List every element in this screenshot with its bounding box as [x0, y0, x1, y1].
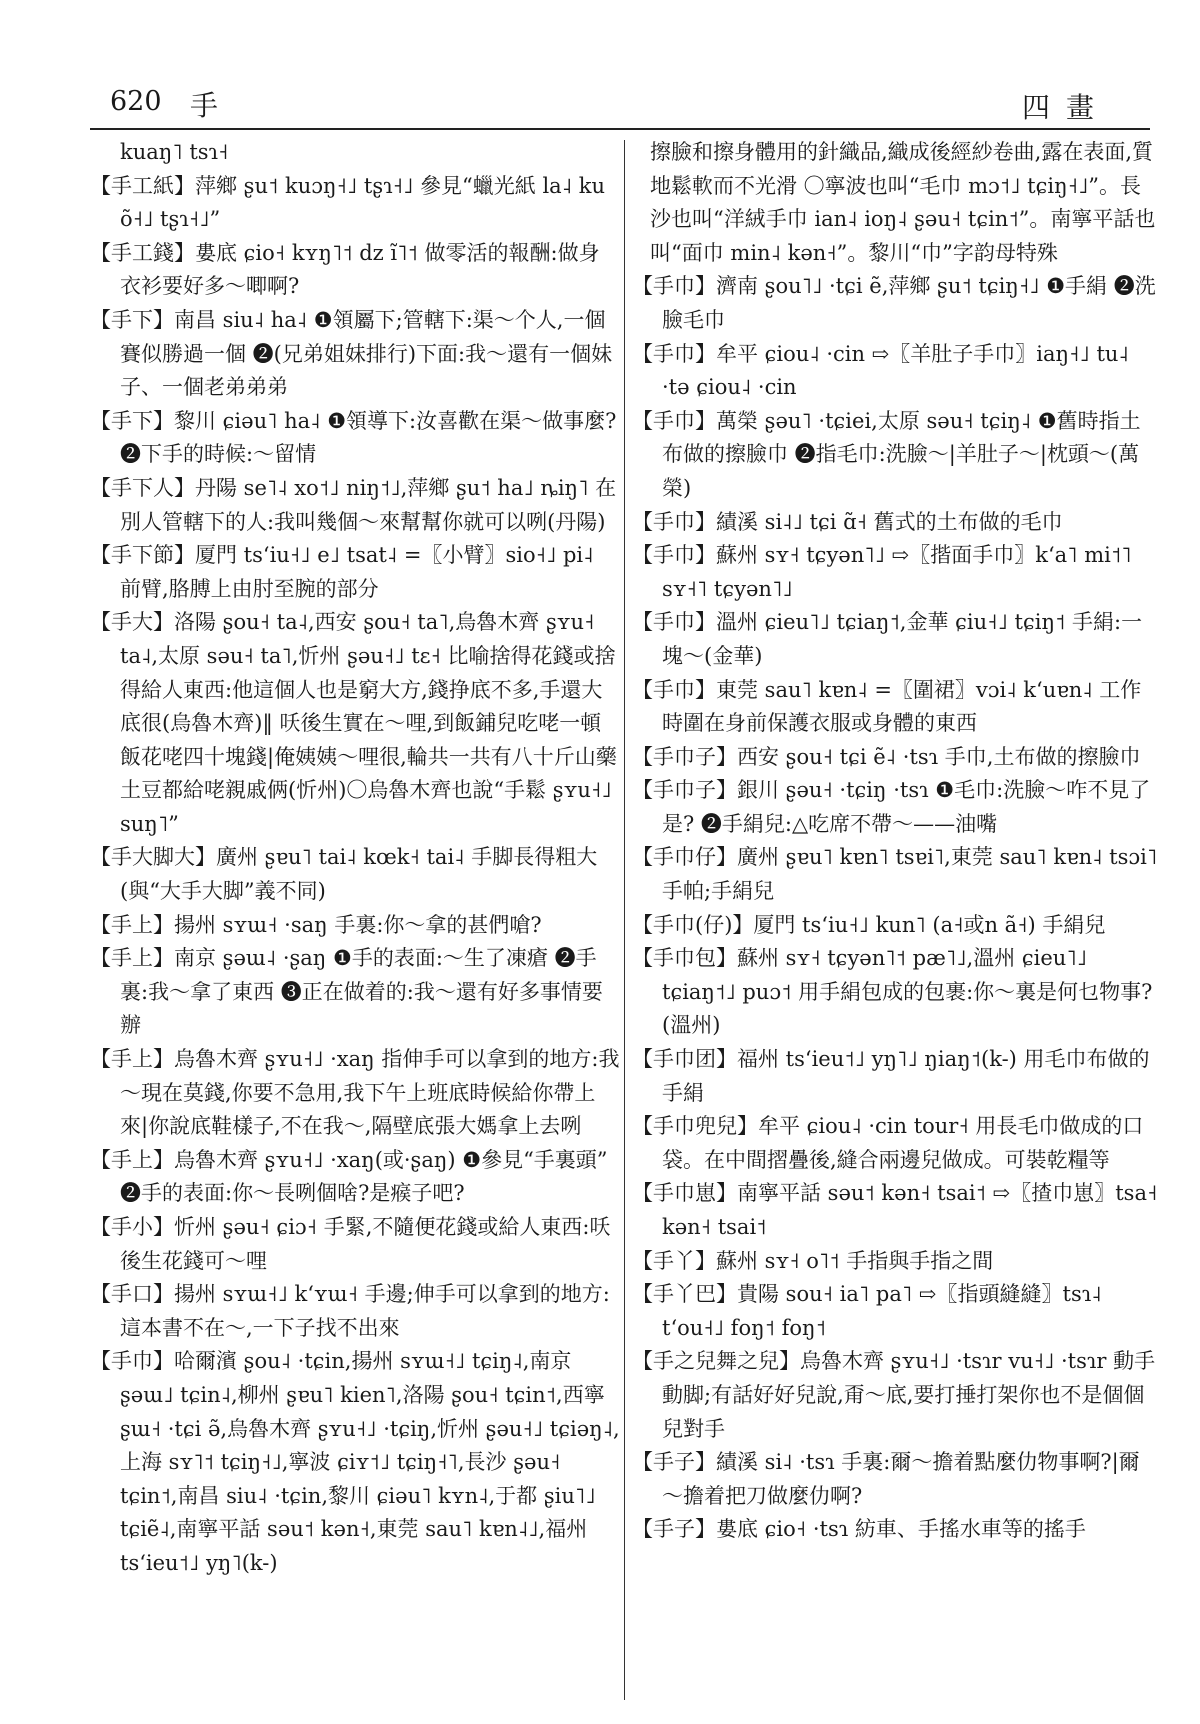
dictionary-entry: 【手巾】牟平 ɕiou˨ ·cin ⇨〖羊肚子手巾〗iaŋ˧˩ tu˨ ·tə ɕiou˨ ·cin [632, 341, 1129, 400]
dictionary-entry: 【手巾崽】南寧平話 səu˦ kən˧ tsai˦ ⇨〖揸巾崽〗tsa˧ kən˧ tsai˦ [632, 1181, 1158, 1239]
page-number: 620 [110, 86, 162, 117]
dictionary-entry: 【手上】南京 ʂəɯ˨ ·ʂaŋ ❶手的表面:～生了凍瘡 ❷手裏:我～拿了東西 ❸正在做着的:我～還有好多事情要辦 [90, 946, 603, 1038]
page-header [90, 82, 1150, 122]
dictionary-entry: 【手巾(仔)】厦門 tsʻiu˧˩ kun˥ (a˧或n ã˧) 手絹兒 [632, 912, 1106, 937]
dictionary-entry: 【手巾】濟南 ʂou˥˩ ·tɕi ẽ,萍鄉 ʂu˦ tɕiŋ˧˩ ❶手絹 ❷洗臉毛巾 [632, 274, 1156, 332]
dictionary-entry: 【手上】烏魯木齊 ʂʏu˧˩ ·xaŋ(或·ʂaŋ) ❶參見“手裏頭” ❷手的表面:你～長咧個啥?是瘊子吧? [90, 1147, 608, 1206]
dictionary-entry: 【手上】揚州 sʏɯ˧ ·saŋ 手裏:你～拿的甚們嗆? [90, 912, 542, 937]
dictionary-entry: 【手小】忻州 ʂəu˧ ɕiɔ˧ 手緊,不隨便花錢或給人東西:㕭後生花錢可～哩 [90, 1215, 611, 1273]
dictionary-entry: 【手巾】溫州 ɕieu˥˩ tɕiaŋ˦,金華 ɕiu˧˩ tɕiŋ˦ 手絹:一塊～(金華) [632, 610, 1143, 668]
dictionary-entry: 【手丫巴】貴陽 sou˧ ia˥ pa˥ ⇨〖指頭縫縫〗tsɿ˨ tʻou˧˩ foŋ˦ foŋ˦ [632, 1282, 1102, 1340]
dictionary-entry: 【手工錢】婁底 ɕio˧ kʏŋ˥˦ dz ĩ˥˦ 做零活的報酬:做身衣衫要好多～唧啊? [90, 240, 600, 299]
section-label: 四畫 [1021, 91, 1110, 124]
dictionary-entry: 【手巾兜兒】牟平 ɕiou˨ ·cin tour˧ 用長毛巾做成的口袋。在中間摺疊後,縫合兩邊兒做成。可裝乾糧等 [632, 1114, 1144, 1172]
dictionary-entry: 【手下】南昌 siu˨ ha˨ ❶領屬下;管轄下:渠～个人,一個賽似勝過一個 ❷(兄弟姐妹排行)下面:我～還有一個妹子、一個老弟弟弟 [90, 307, 613, 400]
dictionary-entry: 【手下人】丹陽 se˥˨ xo˦˩ niŋ˦˩,萍鄉 ʂu˦ ha˩ ȵiŋ˥ 在別人管轄下的人:我叫幾個～來幫幫你就可以咧(丹陽) [90, 475, 617, 534]
head-character: 手 [190, 89, 219, 122]
dictionary-entry: 擦臉和擦身體用的針織品,織成後經紗卷曲,露在表面,質地鬆軟而不光滑 〇寧波也叫“毛巾 mɔ˦˩ tɕiŋ˧˩”。長沙也叫“洋絨手巾 ian˨ ioŋ˨ ʂəu˧ tɕin˦”。南寧平話也叫“面巾 min˨ kən˧”。黎川“巾”字韵母特殊 [650, 140, 1156, 265]
dictionary-entry: 【手巾】萬榮 ʂəu˥ ·tɕiei,太原 səu˧ tɕiŋ˨ ❶舊時指土布做的擦臉巾 ❷指毛巾:洗臉～|羊肚子～|枕頭～(萬榮) [632, 408, 1141, 500]
dictionary-entry: 【手巾仔】廣州 ʂɐu˥ kɐn˥ tsɐi˥,東莞 sau˥ kɐn˨ tsɔi˥ 手帕;手絹兒 [632, 845, 1158, 904]
dictionary-entry: 【手之兒舞之兒】烏魯木齊 ʂʏu˧˩ ·tsɿr vu˧˩ ·tsɿr 動手動脚;有話好好兒說,甭～底,要打捶打架你也不是個個兒對手 [632, 1349, 1156, 1441]
dictionary-entry: kuaŋ˥ tsɿ˧ [120, 140, 229, 164]
dictionary-entry: 【手巾】績溪 si˨˩ tɕi ɑ̃˧ 舊式的土布做的毛巾 [632, 509, 1063, 534]
dictionary-entry: 【手下】黎川 ɕiəu˥ ha˨ ❶領導下:汝喜歡在渠～做事麼? ❷下手的時候:～留情 [90, 408, 617, 467]
header-rule [90, 128, 1150, 130]
dictionary-entry: 【手巾子】西安 ʂou˧ tɕi ẽ˨ ·tsɿ 手巾,土布做的擦臉巾 [632, 744, 1141, 769]
dictionary-entry: 【手丫】蘇州 sʏ˧ o˥˦ 手指與手指之間 [632, 1248, 994, 1273]
column-divider [624, 140, 625, 1700]
dictionary-entry: 【手巾】東莞 sau˥ kɐn˨ =〖圍裙〗vɔi˨ kʻuɐn˨ 工作時圍在身前保護衣服或身體的東西 [632, 677, 1142, 736]
right-column [632, 136, 1160, 1547]
dictionary-entry: 【手子】婁底 ɕio˧ ·tsɿ 紡車、手搖水車等的搖手 [632, 1517, 1086, 1542]
left-column [90, 136, 620, 1581]
dictionary-entry: 【手下節】厦門 tsʻiu˧˩ e˩ tsat˨ =〖小臂〗sio˧˩ pi˨ 前臂,胳膊上由肘至腕的部分 [90, 543, 594, 601]
dictionary-entry: 【手口】揚州 sʏɯ˧˩ kʻʏɯ˧ 手邊;伸手可以拿到的地方:這本書不在～,一下子找不出來 [90, 1282, 610, 1340]
dictionary-entry: 【手巾】哈爾濱 ʂou˨ ·tɕin,揚州 sʏɯ˧˩ tɕiŋ˨,南京 ʂəɯ˩ tɕin˨,柳州 ʂɐu˥ kien˥,洛陽 ʂou˧ tɕin˦,西寧 ʂɯ˧ ·tɕi ə̃,烏魯木齊 ʂʏu˧˩ ·tɕiŋ,忻州 ʂəu˧˩ tɕiəŋ˨,上海 sʏ˥˦ tɕiŋ˧˩,寧波 ɕiʏ˦˩ tɕiŋ˧˥,長沙 ʂəu˧ tɕin˦,南昌 siu˨ ·tɕin,黎川 ɕiəu˥ kʏn˨,于都 ʂiu˥˩ tɕiẽ˨,南寧平話 səu˦ kən˧,東莞 sau˥ kɐn˨˩,福州 tsʻieu˦˩ yŋ˥(k-) [90, 1349, 620, 1575]
dictionary-entry: 【手巾团】福州 tsʻieu˦˩ yŋ˥˩ ŋiaŋ˦(k-) 用毛巾布做的手絹 [632, 1047, 1150, 1105]
dictionary-entry: 【手子】績溪 si˨ ·tsɿ 手裏:爾～擔着點麼仂物事啊?|爾～擔着把刀做麼仂啊? [632, 1450, 1140, 1508]
dictionary-entry: 【手巾子】銀川 ʂəu˧ ·tɕiŋ ·tsɿ ❶毛巾:洗臉～咋不見了是? ❷手絹兒:△吃席不帶～——油嘴 [632, 778, 1151, 836]
dictionary-entry: 【手上】烏魯木齊 ʂʏu˧˩ ·xaŋ 指伸手可以拿到的地方:我～現在莫錢,你要不急用,我下午上班底時候給你帶上來|你說底鞋樣子,不在我～,隔壁底張大媽拿上去咧 [90, 1047, 620, 1139]
dictionary-entry: 【手大】洛陽 ʂou˧ ta˨,西安 ʂou˧ ta˥,烏魯木齊 ʂʏu˧ ta˨,太原 səu˧ ta˥,忻州 ʂəu˧˩ tɛ˧ 比喻捨得花錢或捨得給人東西:他這個人也是窮大方,錢挣底不多,手還大底很(烏魯木齊)‖ 㕭後生實在～哩,到飯鋪兒吃咾一頓飯花咾四十塊錢|俺姨姨～哩很,輪共一共有八十斤山藥土豆都給咾親戚俩(忻州)〇烏魯木齊也說“手鬆 ʂʏu˧˩ suŋ˥” [90, 610, 617, 836]
dictionary-entry: 【手大脚大】廣州 ʂɐu˥ tai˨ kœk˧ tai˨ 手脚長得粗大(與“大手大脚”義不同) [90, 845, 598, 904]
dictionary-entry: 【手工紙】萍鄉 ʂu˦ kuɔŋ˧˩ tʂɿ˧˩ 參見“蠟光紙 la˨ ku õ˧˩ tʂɿ˧˩” [90, 173, 605, 232]
dictionary-entry: 【手巾】蘇州 sʏ˧ tɕyən˥˩ ⇨〖揩面手巾〗kʻa˥ mi˦˥ sʏ˧˥ tɕyən˥˩ [632, 543, 1132, 601]
dictionary-entry: 【手巾包】蘇州 sʏ˧ tɕyən˥˦ pæ˥˩,溫州 ɕieu˥˩ tɕiaŋ˦˩ puɔ˦ 用手絹包成的包裹:你～裏是何乜物事?(溫州) [632, 946, 1153, 1038]
